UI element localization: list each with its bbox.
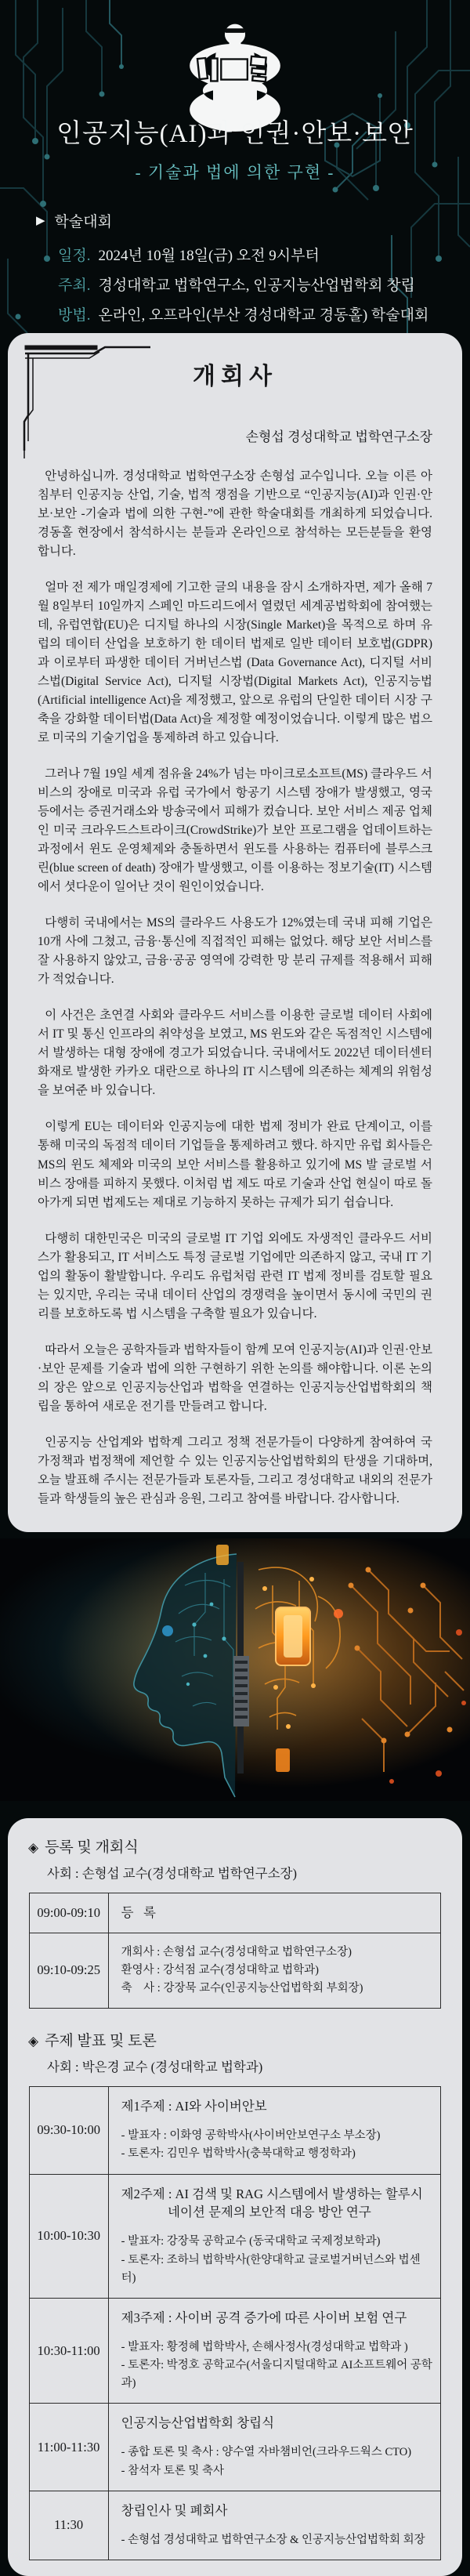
session-detail-line: - 손형섭 경성대학교 법학연구소장 & 인공지능산업법학회 회장	[121, 2533, 425, 2546]
session-details	[121, 1944, 433, 1998]
opening-body	[38, 467, 432, 1509]
session-detail-line: - 종합 토론 및 축사 : 양수열 자바챔비언(크라우드웍스 CTO)	[121, 2446, 412, 2459]
schedule-card	[8, 1818, 462, 2576]
opening-paragraph: 다행히 대한민국은 미국의 글로벌 IT 기업 외에도 자생적인 클라우드 서비스가 활용되고, IT 서비스도 특정 글로벌 기업에만 의존하지 않고, 국내 IT 기업의 활동이 활발합니다. 우리도 유럽처럼 관련 IT 법제 정비를 검토할 필요는 있지만, 우리는 국내 데이터 산업의 경쟁력을 높이면서 동시에 국민의 권리를 보호하도록 법 시스템을 구축할 필요가 있습니다.	[38, 1231, 432, 1321]
event-info-label: 방법.	[58, 307, 91, 324]
schedule-content-cell	[108, 2174, 441, 2298]
triangle-bullet-icon: ▶	[36, 215, 45, 227]
session-details	[121, 2233, 433, 2288]
schedule-content-cell	[108, 1933, 441, 2009]
schedule-time-cell: 09:10-09:25	[29, 1933, 108, 2009]
schedule-section-title: 주제 발표 및 토론	[45, 2033, 157, 2050]
person-with-screen-ribbon-icon	[175, 20, 295, 108]
schedule-time-cell: 10:00-10:30	[29, 2174, 108, 2298]
schedule-time-cell: 10:30-11:00	[29, 2298, 108, 2403]
session-title: 제2주제 : AI 검색 및 RAG 시스템에서 발생하는 할루시네이션 문제의 보안적 대응 방안 연구	[121, 2186, 423, 2220]
session-title: 창립인사 및 폐회사	[121, 2502, 228, 2518]
diamond-bullet-icon: ◈	[28, 1839, 39, 1855]
session-details	[121, 2127, 433, 2163]
schedule-content-cell	[108, 2298, 441, 2403]
event-info	[36, 210, 470, 324]
session-detail-line: 축 사 : 강장묵 교수(인공지능산업법학회 부회장)	[121, 1982, 363, 1995]
opening-title: 개회사	[193, 364, 277, 389]
diamond-bullet-icon: ◈	[28, 2034, 39, 2049]
schedule-content-cell	[108, 2404, 441, 2491]
schedule-moderator: 사회 : 손형섭 교수(경성대학교 법학연구소장)	[47, 1865, 297, 1881]
event-info-row	[36, 274, 470, 295]
event-info-list	[36, 244, 470, 324]
schedule-row	[29, 2404, 441, 2491]
session-detail-line: - 토론자: 조하늬 법학박사(한양대학교 글로벌거버넌스와 법센터)	[121, 2253, 421, 2284]
schedule-moderator: 사회 : 박은경 교수 (경성대학교 법학과)	[47, 2060, 263, 2075]
event-info-value: 온라인, 오프라인(부산 경성대학교 경동홀) 학술대회	[98, 307, 429, 324]
session-detail-line: - 참석자 토론 및 축사	[121, 2464, 225, 2477]
schedule-sections	[27, 1835, 443, 2560]
corner-circuit-ornament-icon	[19, 341, 152, 458]
session-detail-line: - 토론자: 박정호 공학교수(서울디지털대학교 AI소프트웨어 공학과)	[121, 2359, 432, 2390]
session-title: 제3주제 : 사이버 공격 증가에 따른 사이버 보험 연구	[121, 2310, 407, 2325]
schedule-content-cell	[108, 2491, 441, 2560]
session-detail-line: 개회사 : 손형섭 교수(경성대학교 법학연구소장)	[121, 1945, 352, 1958]
schedule-table	[29, 1893, 442, 2009]
hero-section	[0, 0, 470, 333]
schedule-row	[29, 1893, 441, 1933]
opening-paragraph: 그러나 7월 19일 세계 점유율 24%가 넘는 마이크로소프트(MS) 클라우드 서비스의 장애로 미국과 유럽 국가에서 항공기 시스템 장애가 발생했고, 영국 등에서는 증권거래소와 방송국에서 피해가 컸습니다. 보안 서비스 제공 업체인 미국 크라우드스트라이크(CrowdStrike)가 보안 프로그램을 업데이트하는 과정에서 윈도 운영체제와 충돌하면서 윈도를 사용하는 컴퓨터에 블루스크린(blue screen of death) 장애가 발생했고, 이를 이용하는 정보기술(IT) 시스템에서 셧다운이 일어난 것이 원인이었습니다.	[38, 767, 432, 894]
session-detail-line: - 발표자: 황정혜 법학박사, 손해사정사(경성대학교 법학과 )	[121, 2340, 408, 2353]
event-info-value: 경성대학교 법학연구소, 인공지능산업법학회 창립	[98, 277, 415, 294]
session-detail-line: 환영사 : 강석점 교수(경성대학교 법학과)	[121, 1963, 319, 1976]
opening-author: 손형섭 경성대학교 법학연구소장	[245, 429, 432, 444]
event-info-value: 2024년 10월 18일(금) 오전 9시부터	[98, 248, 320, 264]
session-detail-line: - 발표자 : 이화영 공학박사(사이버안보연구소 부소장)	[121, 2129, 381, 2143]
opening-paragraph: 얼마 전 제가 매일경제에 기고한 글의 내용을 잠시 소개하자면, 제가 올해 7월 8일부터 10일까지 스페인 마드리드에서 열렸던 세계공법학회에 참여했는데, 유럽연합(EU)은 디지털 하나의 시장(Single Market)을 목적으로 하며 유럽의 데이터 산업을 보호하기 한 데이터 법제로 일반 데이터 보호법(GDPR)과 이로부터 파생한 데이터 거버넌스법 (Data Governance Act), 디지털 서비스법(Digital Service Act), 디지털 시장법(Digital Markets Act), 인공지능법(Artificial intelligence Act)을 제정했고, 앞으로 유럽의 단일한 데이터 시장 구축을 강화할 데이터법(Data Act)을 제정할 예정이었습니다. 이렇게 많은 법으로 미국의 기술기업을 통제하려 하고 있습니다.	[38, 581, 432, 745]
schedule-content-cell	[108, 2087, 441, 2174]
schedule-section	[27, 2029, 443, 2560]
opening-remarks-card	[8, 333, 462, 1532]
schedule-time-cell: 09:30-10:00	[29, 2087, 108, 2174]
session-details	[121, 2444, 433, 2480]
event-info-label: 주최.	[58, 277, 91, 294]
schedule-content-cell	[108, 1893, 441, 1933]
schedule-time-cell: 11:00-11:30	[29, 2404, 108, 2491]
session-detail-line: - 발표자: 강장묵 공학교수 (동국대학교 국제정보학과)	[121, 2235, 381, 2248]
session-title: 등 록	[121, 1904, 156, 1920]
poster-title: 인공지능(AI)과 인권·안보·보안	[56, 120, 414, 148]
schedule-row	[29, 2491, 441, 2560]
event-type-row	[36, 210, 470, 231]
opening-paragraph: 이렇게 EU는 데이터와 인공지능에 대한 법제 정비가 완료 단계이고, 이를 통해 미국의 독점적 데이터 기업들을 통제하려고 했다. 하지만 유럽 회사들은 MS의 윈도 체제와 미국의 보안 서비스를 활용하고 있기에 MS 발 글로벌 서비스 장애를 피하지 못했다. 이처럼 법 제도 따로 기술과 산업 현실이 따로 돌아가게 되면 법제도는 제대로 기능하지 못하는 규제가 되기 쉽습니다.	[38, 1120, 432, 1209]
opening-paragraph: 이 사건은 초연결 사회와 클라우드 서비스를 이용한 글로벌 데이터 사회에서 IT 및 통신 인프라의 취약성을 보였고, MS 윈도와 같은 독점적인 시스템에서 발생하는 대형 장애에 경고가 되었습니다. 국내에서도 2022년 데이터센터 화재로 발생한 카카오 대란으로 하나의 IT 시스템에 의존하는 체계의 위험성을 보여준 바 있습니다.	[38, 1009, 432, 1098]
schedule-row	[29, 2174, 441, 2298]
schedule-table	[29, 2086, 442, 2560]
session-detail-line: - 토론자: 김민우 법학박사(충북대학교 행정학과)	[121, 2147, 356, 2161]
opening-paragraph: 인공지능 산업계와 법학계 그리고 정책 전문가들이 다양하게 참여하여 국가정책과 법정책에 제언할 수 있는 인공지능산업법학회의 탄생을 기대하며, 오늘 발표해 주시는 전문가들과 토론자들, 그리고 경성대학교 내외의 전문가들과 학생들의 높은 관심과 응원, 그리고 참여를 바랍니다. 감사합니다.	[38, 1435, 432, 1505]
event-info-row	[36, 303, 470, 324]
event-info-row	[36, 244, 470, 265]
poster-subtitle: - 기술과 법에 의한 구현 -	[135, 163, 335, 182]
schedule-time-cell: 11:30	[29, 2491, 108, 2560]
event-type-label: 학술대회	[54, 214, 112, 230]
schedule-row	[29, 1933, 441, 2009]
schedule-row	[29, 2298, 441, 2403]
schedule-row	[29, 2087, 441, 2174]
schedule-section-heading	[28, 2029, 443, 2050]
session-details	[121, 2531, 433, 2549]
schedule-section-title: 등록 및 개회식	[45, 1839, 139, 1856]
schedule-time-cell: 09:00-09:10	[29, 1893, 108, 1933]
schedule-section	[27, 1835, 443, 2009]
session-details	[121, 2339, 433, 2393]
event-info-label: 일정.	[58, 248, 91, 264]
ai-circuit-head-artwork	[0, 1538, 470, 1801]
opening-paragraph: 안녕하십니까. 경성대학교 법학연구소장 손형섭 교수입니다. 오늘 이른 아침부터 인공지능 산업, 기술, 법적 쟁점을 기반으로 “인공지능(AI)과 인권·안보·보안 -기술과 법에 의한 구현-”에 관한 학술대회를 개최하게 되었습니다. 경동홀 현장에서 참석하시는 분들과 온라인으로 참석하는 모든분들을 환영합니다.	[38, 469, 432, 559]
opening-paragraph: 다행히 국내에서는 MS의 클라우드 사용도가 12%였는데 국내 피해 기업은 10개 사에 그쳤고, 금융·통신에 직접적인 피해는 없었다. 해당 보안 서비스를 잘 사용하지 않았고, 금융·공공 영역에 강력한 망 분리 규제를 적용해서 피해가 적었습니다.	[38, 916, 432, 987]
session-title: 인공지능산업법학회 창립식	[121, 2415, 275, 2431]
schedule-section-heading	[28, 1835, 443, 1857]
opening-paragraph: 따라서 오늘은 공학자들과 법학자들이 함께 모여 인공지능(AI)과 인권·안보·보안 문제를 기술과 법에 의한 구현하기 위한 논의를 해야합니다. 이론 논의의 장은 앞으로 인공지능산업과 법학을 연결하는 인공지능산업법학회의 책립을 통하여 새로운 전기를 만들려고 합니다.	[38, 1342, 432, 1413]
session-title: 제1주제 : AI와 사이버안보	[121, 2099, 267, 2114]
